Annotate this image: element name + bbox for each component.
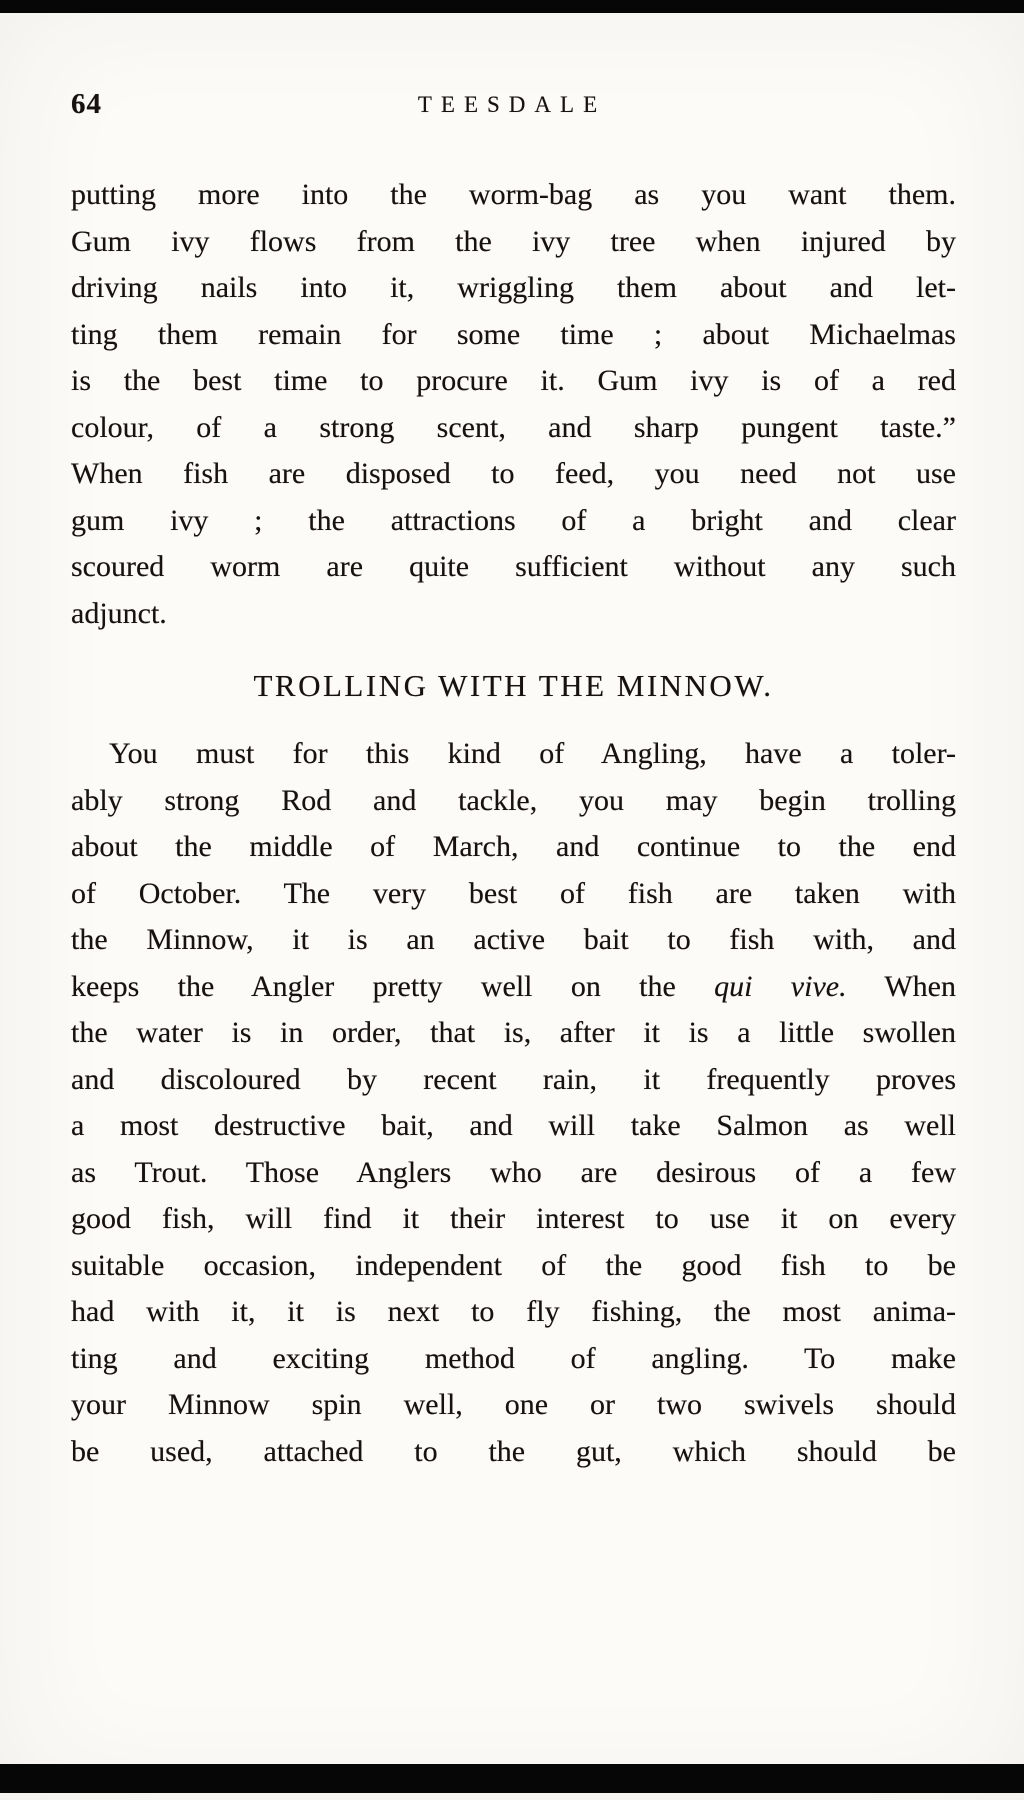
page-body [71, 172, 956, 1475]
text-segment: keeps the Angler pretty well on the [71, 969, 715, 1003]
text-segment: scoured worm are quite sufficient without any such [71, 550, 956, 583]
text-line [71, 824, 956, 871]
text-line [71, 1057, 956, 1104]
text-segment: Gum ivy flows from the ivy tree when injured by [71, 224, 956, 258]
text-line [71, 358, 956, 405]
text-line [71, 265, 956, 312]
text-line [71, 405, 956, 452]
running-header: TEESDALE [417, 92, 607, 117]
text-segment: When [846, 969, 956, 1003]
text-line [71, 1382, 956, 1429]
page-header [0, 0, 1024, 130]
text-line [71, 1196, 956, 1243]
text-line [71, 1103, 956, 1150]
text-segment: is the best time to procure it. Gum ivy is of a red [71, 364, 956, 397]
text-segment: about the middle of March, and continue to the end [71, 830, 956, 863]
text-segment: the water is in order, that is, after it is a little swollen [71, 1016, 956, 1049]
text-segment: ting and exciting method of angling. To make [71, 1341, 956, 1375]
text-line [71, 172, 956, 219]
text-line [71, 871, 956, 918]
scan-edge-bottom [0, 1764, 1024, 1793]
text-line [71, 1243, 956, 1290]
text-line [71, 451, 956, 498]
paragraph-gum-ivy [71, 172, 956, 637]
italic-phrase: qui vive. [714, 969, 847, 1003]
text-segment: adjunct. [71, 596, 167, 630]
text-segment: and discoloured by recent rain, it frequently proves [71, 1062, 956, 1096]
text-segment: the Minnow, it is an active bait to fish with, and [71, 923, 956, 956]
text-segment: driving nails into it, wriggling them about and let- [71, 271, 956, 304]
text-segment: of October. The very best of fish are taken with [71, 876, 956, 910]
text-line [71, 1429, 956, 1476]
page-number: 64 [71, 88, 102, 120]
text-line [71, 498, 956, 545]
text-segment: a most destructive bait, and will take Salmon as well [71, 1109, 956, 1142]
text-segment: your Minnow spin well, one or two swivels should [71, 1388, 956, 1421]
text-segment: You must for this kind of Angling, have a toler- [109, 737, 956, 770]
text-line [71, 219, 956, 266]
text-segment: gum ivy ; the attractions of a bright and clear [71, 503, 956, 537]
text-segment: ably strong Rod and tackle, you may begin trolling [71, 783, 956, 817]
paragraph-trolling [71, 731, 956, 1475]
text-line [71, 778, 956, 825]
text-line [71, 1336, 956, 1383]
text-segment: as Trout. Those Anglers who are desirous of a few [71, 1155, 956, 1189]
text-segment: colour, of a strong scent, and sharp pungent taste.” [71, 410, 956, 444]
text-segment: good fish, will find it their interest to use it on every [71, 1202, 956, 1235]
text-segment: ting them remain for some time ; about Michaelmas [71, 317, 956, 351]
text-line [71, 731, 956, 778]
text-segment: had with it, it is next to fly fishing, the most anima- [71, 1295, 956, 1328]
text-segment: putting more into the worm-bag as you want them. [71, 178, 956, 211]
text-line [71, 591, 956, 638]
text-line [71, 1010, 956, 1057]
text-line [71, 1150, 956, 1197]
text-line [71, 964, 956, 1011]
section-heading: TROLLING WITH THE MINNOW. [253, 668, 774, 703]
text-segment: suitable occasion, independent of the good fish to be [71, 1248, 956, 1282]
text-segment: When fish are disposed to feed, you need not use [71, 457, 956, 490]
text-line [71, 544, 956, 591]
text-line [71, 917, 956, 964]
text-segment: be used, attached to the gut, which should be [71, 1434, 956, 1468]
text-line [71, 312, 956, 359]
text-line [71, 1289, 956, 1336]
